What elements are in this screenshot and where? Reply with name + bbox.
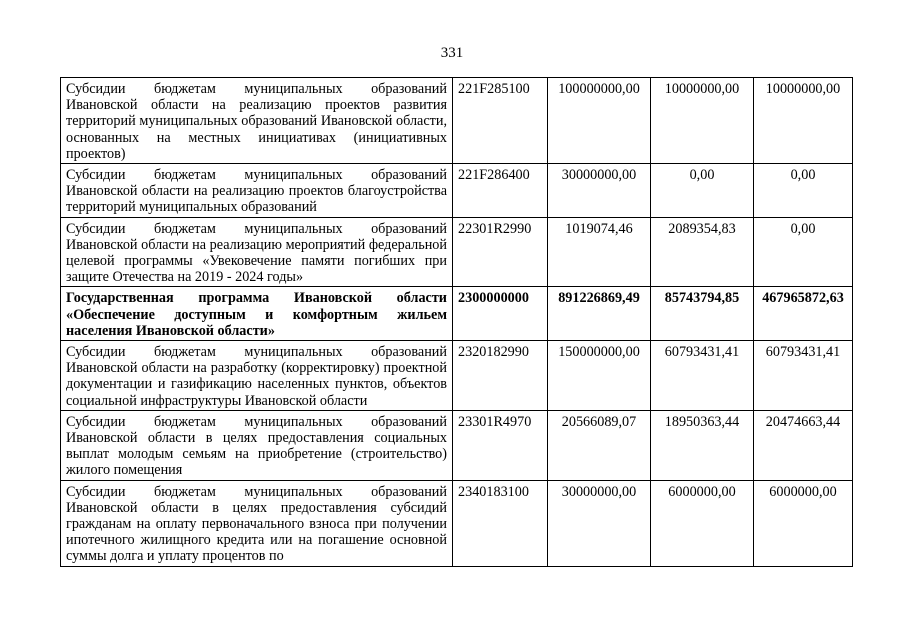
row-description: Субсидии бюджетам муниципальных образований Ивановской области на реализацию проектов благоустройства территорий муниципальных образований <box>61 164 453 218</box>
table-row-program-total <box>61 287 853 341</box>
table-row <box>61 341 853 411</box>
row-description: Субсидии бюджетам муниципальных образований Ивановской области на реализацию мероприятий федеральной целевой программы «Увековечение памяти погибших при защите Отечества на 2019 - 2024 годы» <box>61 217 453 287</box>
row-amount-2: 6000000,00 <box>651 480 754 566</box>
row-amount-3: 10000000,00 <box>754 78 853 164</box>
table-row <box>61 164 853 218</box>
page-number: 331 <box>440 45 464 61</box>
budget-table <box>60 77 853 567</box>
row-code: 2340183100 <box>453 480 548 566</box>
row-amount-3: 60793431,41 <box>754 341 853 411</box>
row-amount-1: 20566089,07 <box>548 410 651 480</box>
row-amount-1: 100000000,00 <box>548 78 651 164</box>
row-amount-1: 150000000,00 <box>548 341 651 411</box>
row-amount-2: 0,00 <box>651 164 754 218</box>
row-description: Государственная программа Ивановской области «Обеспечение доступным и комфортным жильем населения Ивановской области» <box>61 287 453 341</box>
row-code: 221F285100 <box>453 78 548 164</box>
row-description: Субсидии бюджетам муниципальных образований Ивановской области на реализацию проектов развития территорий муниципальных образований Ивановской области, основанных на местных инициативах (инициативных проектов) <box>61 78 453 164</box>
row-amount-1: 891226869,49 <box>548 287 651 341</box>
table-row <box>61 217 853 287</box>
row-amount-2: 10000000,00 <box>651 78 754 164</box>
row-code: 22301R2990 <box>453 217 548 287</box>
row-amount-2: 85743794,85 <box>651 287 754 341</box>
row-description: Субсидии бюджетам муниципальных образований Ивановской области в целях предоставления социальных выплат молодым семьям на приобретение (строительство) жилого помещения <box>61 410 453 480</box>
row-description: Субсидии бюджетам муниципальных образований Ивановской области в целях предоставления субсидий гражданам на оплату первоначального взноса при получении ипотечного жилищного кредита или на погашение основной суммы долга и уплату процентов по <box>61 480 453 566</box>
row-description: Субсидии бюджетам муниципальных образований Ивановской области на разработку (корректировку) проектной документации и газификацию населенных пунктов, объектов социальной инфраструктуры Ивановской области <box>61 341 453 411</box>
table-row <box>61 480 853 566</box>
row-amount-3: 0,00 <box>754 164 853 218</box>
row-code: 23301R4970 <box>453 410 548 480</box>
row-amount-1: 1019074,46 <box>548 217 651 287</box>
row-code: 2320182990 <box>453 341 548 411</box>
row-amount-1: 30000000,00 <box>548 480 651 566</box>
row-amount-3: 467965872,63 <box>754 287 853 341</box>
row-amount-2: 18950363,44 <box>651 410 754 480</box>
row-code: 221F286400 <box>453 164 548 218</box>
row-amount-2: 60793431,41 <box>651 341 754 411</box>
row-amount-1: 30000000,00 <box>548 164 651 218</box>
table-row <box>61 410 853 480</box>
row-code: 2300000000 <box>453 287 548 341</box>
table-row <box>61 78 853 164</box>
row-amount-3: 0,00 <box>754 217 853 287</box>
row-amount-3: 6000000,00 <box>754 480 853 566</box>
row-amount-2: 2089354,83 <box>651 217 754 287</box>
row-amount-3: 20474663,44 <box>754 410 853 480</box>
